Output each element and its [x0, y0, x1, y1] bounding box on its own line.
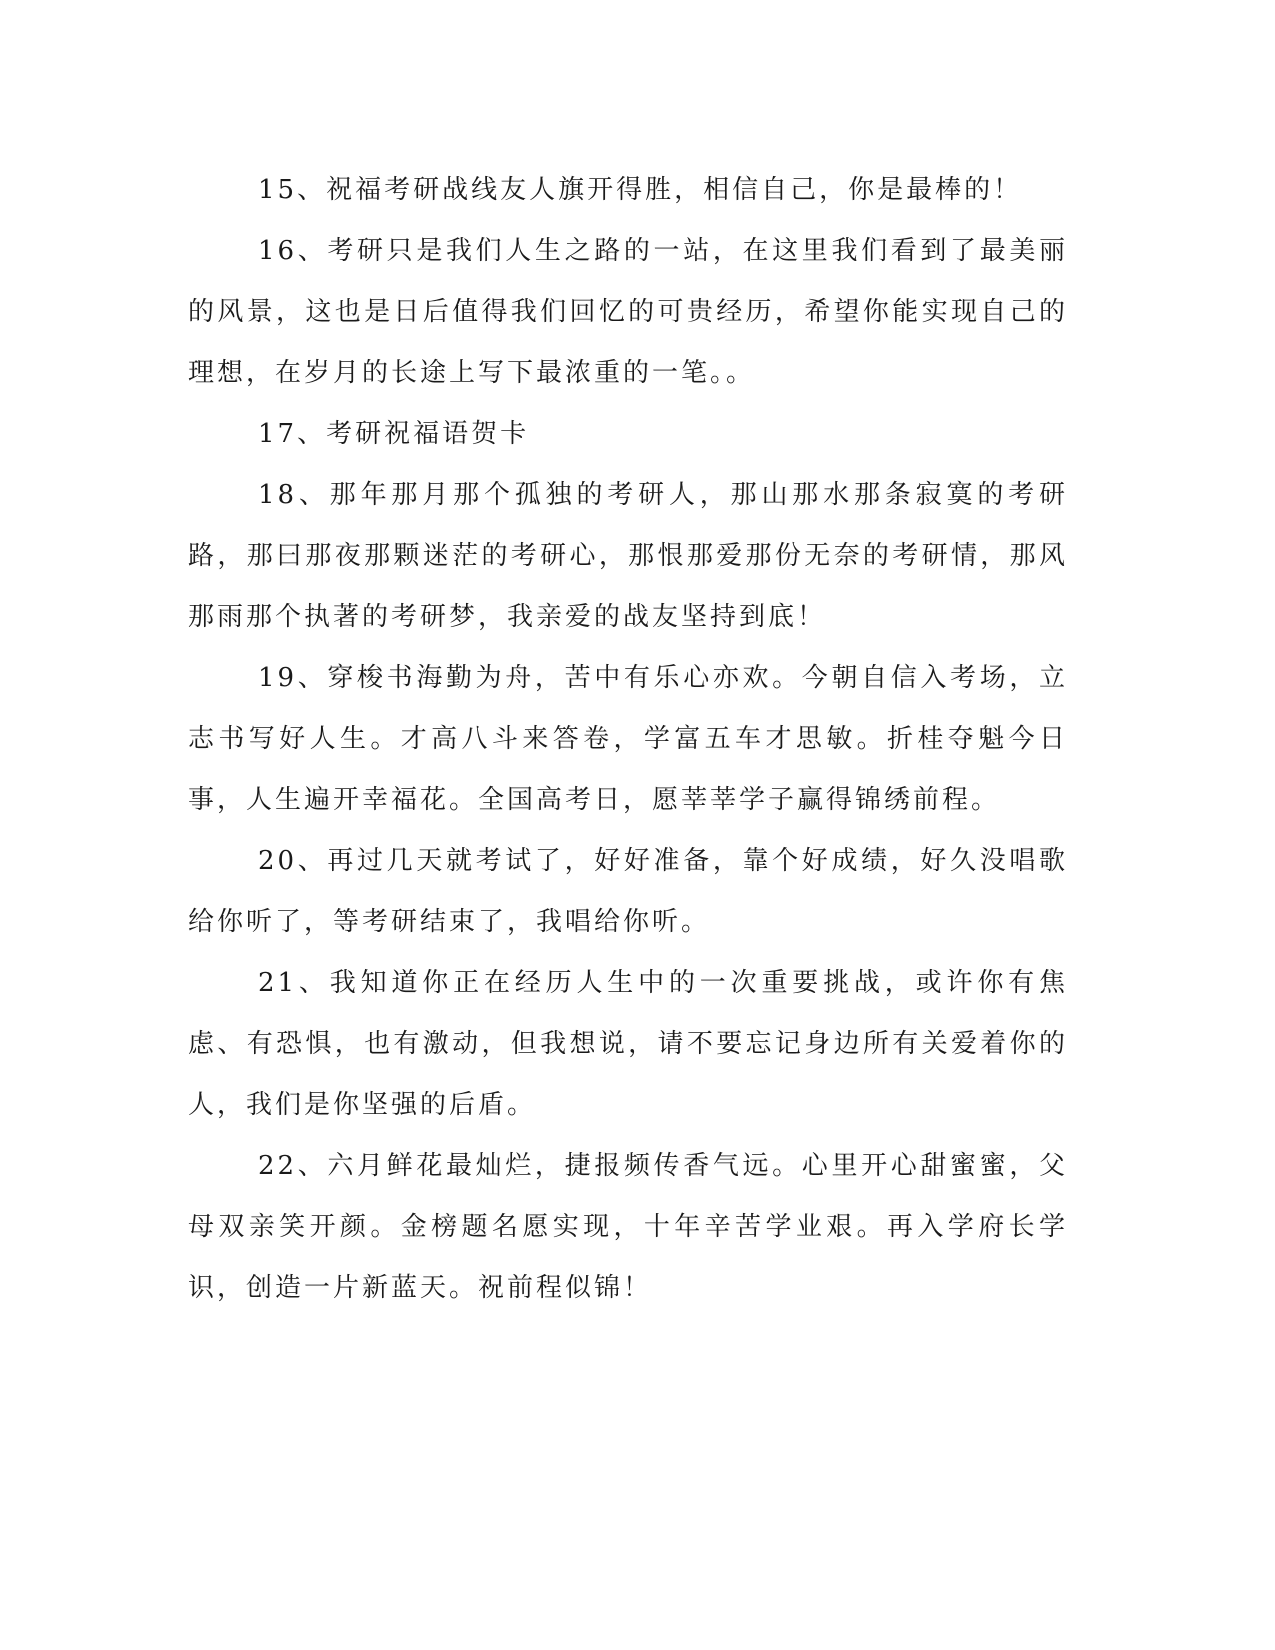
paragraph-20: 20、再过几天就考试了，好好准备，靠个好成绩，好久没唱歌给你听了，等考研结束了，我唱给你听。	[188, 846, 1068, 937]
paragraph-16: 16、考研只是我们人生之路的一站，在这里我们看到了最美丽的风景，这也是日后值得我们回忆的可贵经历，希望你能实现自己的理想，在岁月的长途上写下最浓重的一笔。。	[188, 236, 1068, 388]
paragraph-15: 15、祝福考研战线友人旗开得胜，相信自己，你是最棒的！	[258, 175, 1023, 205]
paragraph-21: 21、我知道你正在经历人生中的一次重要挑战，或许你有焦虑、有恐惧，也有激动，但我想说，请不要忘记身边所有关爱着你的人，我们是你坚强的后盾。	[188, 968, 1068, 1120]
paragraph-19: 19、穿梭书海勤为舟，苦中有乐心亦欢。今朝自信入考场，立志书写好人生。才高八斗来答卷，学富五车才思敏。折桂夺魁今日事，人生遍开幸福花。全国高考日，愿莘莘学子赢得锦绣前程。	[188, 663, 1068, 815]
document-body	[188, 160, 1068, 1319]
paragraph-22: 22、六月鲜花最灿烂，捷报频传香气远。心里开心甜蜜蜜，父母双亲笑开颜。金榜题名愿实现，十年辛苦学业艰。再入学府长学识，创造一片新蓝天。祝前程似锦！	[188, 1151, 1068, 1303]
paragraph-18: 18、那年那月那个孤独的考研人，那山那水那条寂寞的考研路，那曰那夜那颗迷茫的考研心，那恨那爱那份无奈的考研情，那风那雨那个执著的考研梦，我亲爱的战友坚持到底！	[188, 480, 1068, 632]
paragraph-17: 17、考研祝福语贺卡	[258, 419, 530, 449]
